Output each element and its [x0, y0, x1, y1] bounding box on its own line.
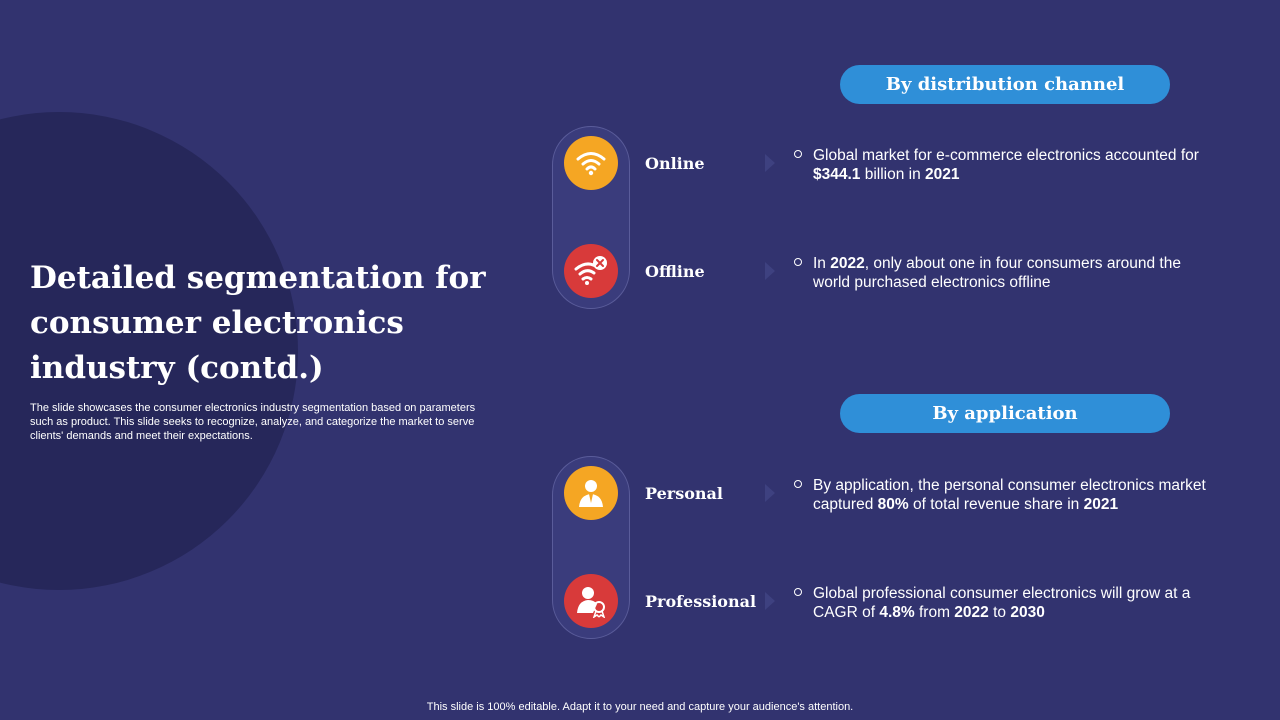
online-description: Global market for e-commerce electronics accounted for $344.1 billion in 2021 — [794, 146, 1214, 184]
distribution-channel-heading: By distribution channel — [840, 65, 1170, 104]
chevron-right-icon — [763, 482, 777, 504]
bullet-circle-icon — [794, 258, 802, 266]
slide-title: Detailed segmentation for consumer electronics industry (contd.) — [30, 260, 486, 386]
bullet-circle-icon — [794, 480, 802, 488]
bullet-circle-icon — [794, 588, 802, 596]
chevron-right-icon — [763, 152, 777, 174]
wifi-icon — [564, 136, 618, 190]
footer-note: This slide is 100% editable. Adapt it to your need and capture your audience's attention. — [426, 701, 854, 713]
application-heading: By application — [840, 394, 1170, 433]
slide-description: The slide showcases the consumer electronics industry segmentation based on parameters such as product. This slide seeks to recognize, analyze, and categorize the market to serve clients' demands and meet their expectations. — [30, 402, 476, 442]
segment-label-online: Online — [645, 154, 705, 173]
wifi-off-icon — [564, 244, 618, 298]
segment-label-offline: Offline — [645, 262, 705, 281]
person-icon — [564, 466, 618, 520]
segment-label-personal: Personal — [645, 484, 723, 503]
bullet-circle-icon — [794, 150, 802, 158]
offline-description: In 2022, only about one in four consumers around the world purchased electronics offline — [794, 254, 1214, 292]
segment-label-professional: Professional — [645, 592, 757, 611]
professional-badge-icon — [564, 574, 618, 628]
chevron-right-icon — [763, 590, 777, 612]
professional-description: Global professional consumer electronics will grow at a CAGR of 4.8% from 2022 to 2030 — [794, 584, 1214, 622]
chevron-right-icon — [763, 260, 777, 282]
personal-description: By application, the personal consumer electronics market captured 80% of total revenue share in 2021 — [794, 476, 1214, 514]
